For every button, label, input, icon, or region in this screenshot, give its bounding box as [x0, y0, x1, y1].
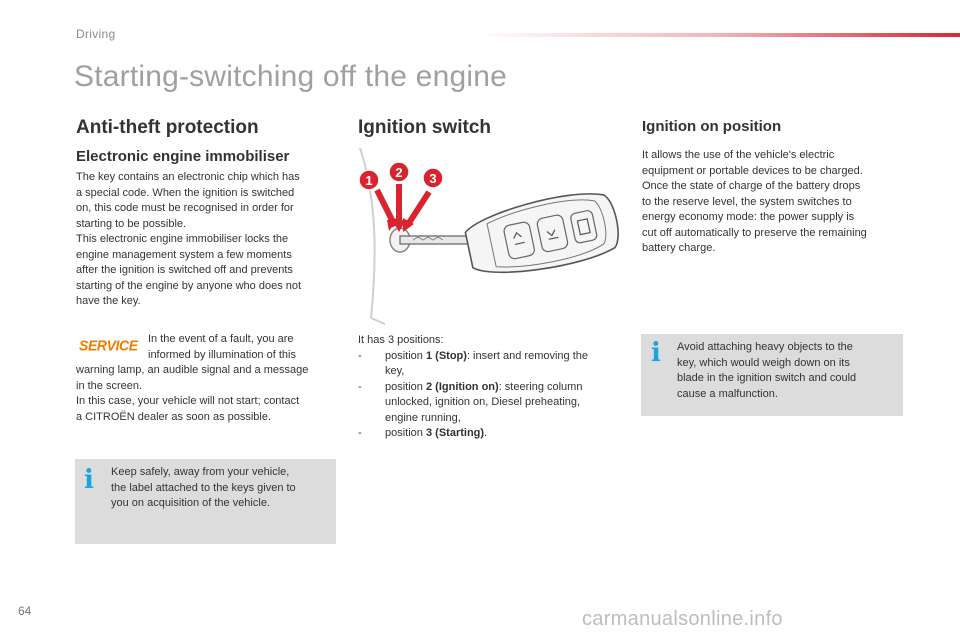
- text-line: energy economy mode: the power supply is: [642, 211, 855, 223]
- service-label: SERVICE: [79, 336, 138, 354]
- positions-list: [358, 333, 620, 442]
- text-line: key,: [385, 365, 405, 377]
- position-2-label: 2 (Ignition on): [425, 380, 499, 393]
- position-3-label: 3 (Starting): [425, 427, 485, 439]
- text-line: to the reserve level, the system switches to: [642, 195, 852, 208]
- list-item: - position 3 (Starting).: [358, 427, 488, 439]
- text-line: equipment or portable devices to be charged.: [642, 164, 863, 177]
- info-icon: i: [651, 338, 661, 368]
- key-blade: [400, 236, 471, 244]
- list-item: - position 1 (Stop): insert and removing the key,: [358, 349, 620, 380]
- text-line: warning lamp, an audible signal and a message: [76, 364, 309, 376]
- positions-intro: It has 3 positions:: [358, 334, 444, 346]
- text-line: In this case, your vehicle will not start; contact: [76, 395, 300, 407]
- fault-paragraph: [76, 363, 338, 425]
- position-1-label: 1 (Stop): [425, 349, 467, 362]
- text-line: engine running,: [385, 411, 461, 424]
- text-line: In the event of a fault, you are: [148, 333, 294, 345]
- text-line: Once the state of charge of the battery drops: [642, 180, 861, 192]
- text-line: after the ignition is switched off and prevents: [76, 264, 293, 276]
- immobiliser-subheading: Electronic engine immobiliser: [76, 148, 290, 165]
- ignition-on-paragraph: [642, 148, 904, 257]
- keep-safely-info-box: [75, 459, 336, 544]
- fault-paragraph-indented: [148, 332, 338, 363]
- list-item: - position 2 (Ignition on): steering column unlocked, ignition on, Diesel preheating, engine running,: [358, 380, 620, 427]
- arrow-position-3: [407, 192, 429, 226]
- info-icon: i: [84, 465, 94, 495]
- immobiliser-paragraph: [76, 170, 338, 310]
- text-line: engine management system a few moments: [76, 248, 292, 261]
- text-line: starting of the engine by anyone who does not: [76, 279, 302, 292]
- text-line: unlocked, ignition on, Diesel preheating,: [385, 396, 581, 408]
- info-box-text: [111, 465, 326, 512]
- text-line: Keep safely, away from your vehicle,: [111, 466, 290, 478]
- text-line: battery charge.: [642, 242, 716, 254]
- text-line: cause a malfunction.: [677, 387, 778, 400]
- marker-1-label: 1: [365, 173, 373, 188]
- text-line: blade in the ignition switch and could: [677, 372, 857, 384]
- ignition-switch-heading: Ignition switch: [358, 117, 491, 138]
- info-box-text: [677, 340, 892, 402]
- text-line: key, which would weigh down on its: [677, 356, 850, 369]
- marker-2-label: 2: [395, 165, 403, 180]
- text-line: starting to be possible.: [76, 217, 187, 230]
- text-line: have the key.: [76, 295, 141, 307]
- text-line: a special code. When the ignition is switched: [76, 186, 295, 199]
- text-line: a CITROËN dealer as soon as possible.: [76, 410, 272, 423]
- text-line: in the screen.: [76, 379, 143, 392]
- text-line: the label attached to the keys given to: [111, 481, 296, 494]
- text-line: on, this code must be recognised in order for: [76, 202, 294, 214]
- ignition-on-heading: Ignition on position: [642, 118, 782, 135]
- anti-theft-heading: Anti-theft protection: [76, 117, 259, 138]
- marker-3-label: 3: [429, 171, 437, 186]
- text-line: Avoid attaching heavy objects to the: [677, 341, 853, 353]
- watermark: carmanualsonline.info: [582, 608, 783, 630]
- text-line: The key contains an electronic chip which has: [76, 171, 300, 183]
- page-number: 64: [18, 604, 32, 618]
- heavy-objects-info-box: [641, 334, 903, 416]
- header-accent-bar: [475, 33, 960, 37]
- text-line: you on acquisition of the vehicle.: [111, 497, 270, 509]
- page-title: Starting-switching off the engine: [74, 60, 507, 93]
- service-warning-lamp-icon: [79, 336, 138, 355]
- text-line: This electronic engine immobiliser locks the: [76, 233, 289, 245]
- key-fob: [462, 186, 620, 284]
- section-label: Driving: [76, 27, 116, 41]
- text-line: It allows the use of the vehicle's electric: [642, 149, 835, 161]
- text-line: cut off automatically to preserve the remaining: [642, 226, 867, 239]
- text-line: informed by illumination of this: [148, 348, 296, 361]
- ignition-key-illustration: [355, 148, 620, 326]
